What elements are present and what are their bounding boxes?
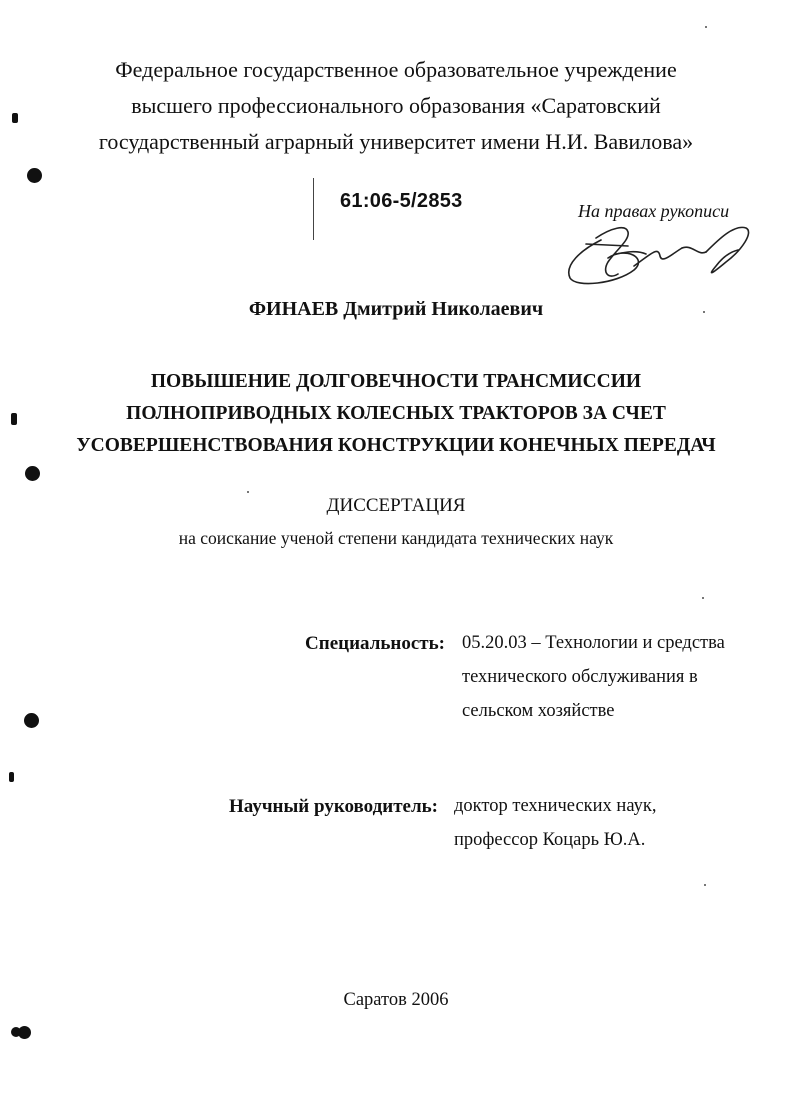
title-line-1: ПОВЫШЕНИЕ ДОЛГОВЕЧНОСТИ ТРАНСМИССИИ <box>150 371 642 392</box>
binder-hole <box>27 168 42 183</box>
binder-hole <box>25 466 40 481</box>
supervisor-line-1: доктор технических наук, <box>454 796 657 816</box>
degree-line: на соискание ученой степени кандидата технических наук <box>178 528 614 548</box>
binder-mark <box>9 772 14 782</box>
institution-line-3: государственный аграрный университет имени Н.И. Вавилова» <box>98 129 694 154</box>
title-line-2: ПОЛНОПРИВОДНЫХ КОЛЕСНЫХ ТРАКТОРОВ ЗА СЧЕТ <box>126 403 666 424</box>
supervisor-value <box>454 789 754 857</box>
author-name: ФИНАЕВ Дмитрий Николаевич <box>248 298 544 320</box>
title-line-3: УСОВЕРШЕНСТВОВАНИЯ КОНСТРУКЦИИ КОНЕЧНЫХ ПЕРЕДАЧ <box>76 435 716 456</box>
scan-speck <box>705 26 707 28</box>
institution-line-2: высшего профессионального образования «Саратовский <box>131 93 661 118</box>
scan-speck <box>247 491 249 493</box>
dissertation-title <box>0 366 792 462</box>
scan-speck <box>702 597 704 599</box>
specialty-value <box>462 626 762 728</box>
document-type: ДИССЕРТАЦИЯ <box>326 495 466 516</box>
specialty-line-3: сельском хозяйстве <box>462 701 615 721</box>
stamp-divider <box>313 178 314 240</box>
specialty-label: Специальность: <box>305 633 445 654</box>
binder-hole <box>11 1027 21 1037</box>
specialty-line-2: технического обслуживания в <box>462 667 698 687</box>
supervisor-line-2: профессор Коцарь Ю.А. <box>454 830 646 850</box>
signature <box>556 210 756 290</box>
city-year: Саратов 2006 <box>343 990 449 1010</box>
institution-line-1: Федеральное государственное образовательное учреждение <box>115 57 677 82</box>
supervisor-label: Научный руководитель: <box>229 796 438 817</box>
library-code: 61:06-5/2853 <box>340 190 463 212</box>
binder-hole <box>24 713 39 728</box>
scan-speck <box>704 884 706 886</box>
rights-note: На правах рукописи <box>578 201 730 221</box>
specialty-line-1: 05.20.03 – Технологии и средства <box>462 633 725 653</box>
institution-header <box>0 52 792 160</box>
